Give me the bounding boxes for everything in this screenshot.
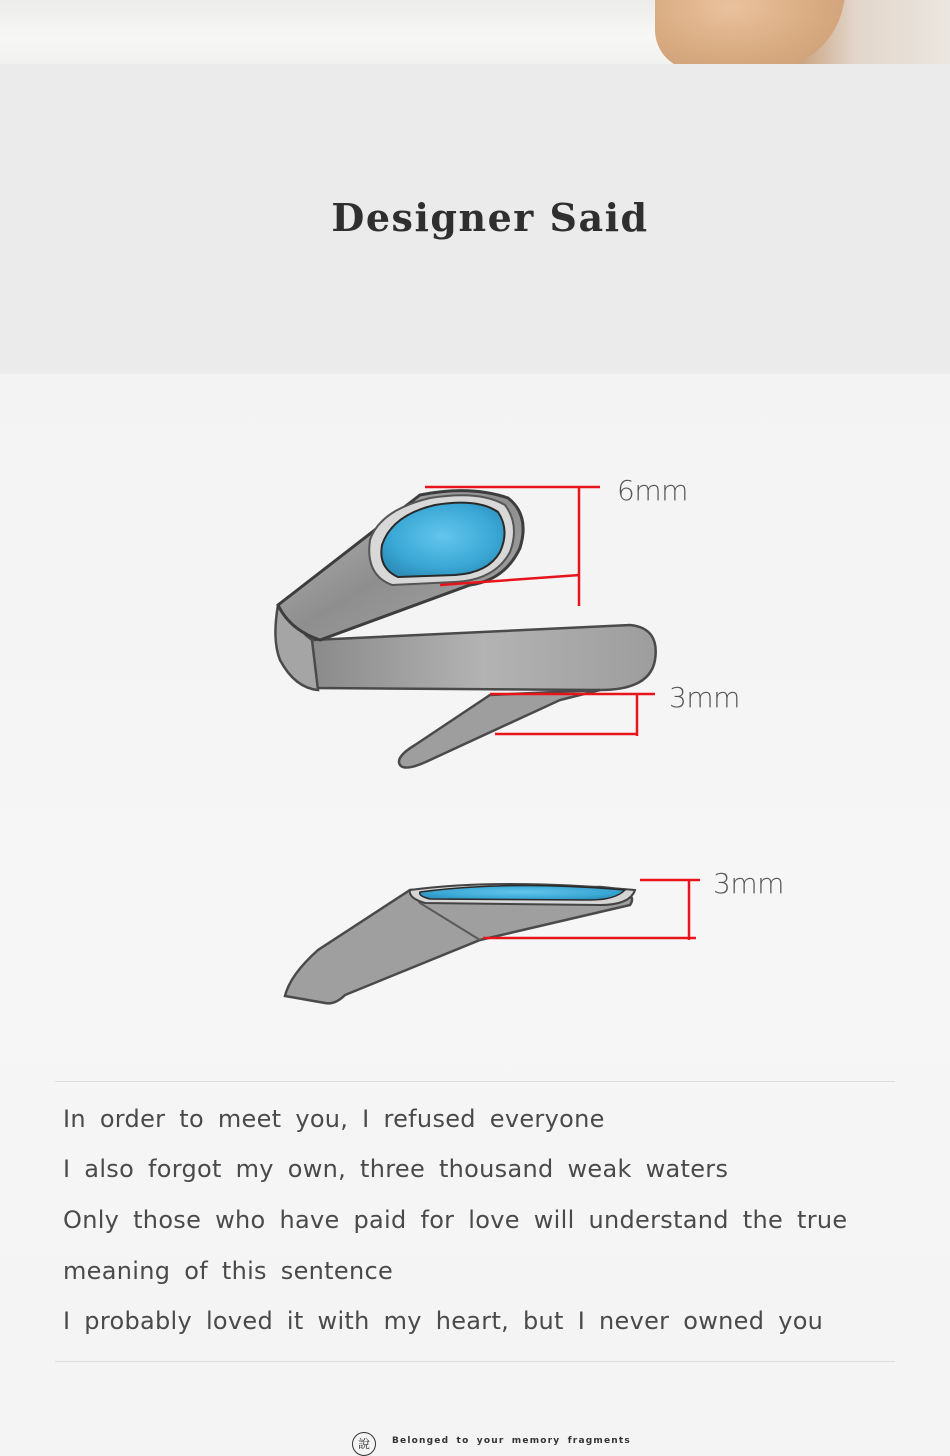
dimension-label-band-3mm: 3mm [669,681,740,714]
bottom-divider [55,1361,895,1362]
poem-line-1: In order to meet you, I refused everyone [63,1105,605,1133]
footer-tagline: Belonged to your memory fragments [392,1436,631,1446]
poem-line-2: I also forgot my own, three thousand weak waters [63,1155,729,1183]
white-shirt-area [0,0,690,64]
brand-seal-icon: 說 [352,1432,376,1456]
ring-side-view [285,884,635,1003]
model-photo-strip [0,0,950,64]
dimension-label-6mm: 6mm [617,474,688,507]
poem-line-4: meaning of this sentence [63,1257,394,1285]
top-divider [55,1081,895,1082]
ring-sketch [0,374,950,1074]
dimension-label-side-3mm: 3mm [713,867,784,900]
poem-line-3: Only those who have paid for love will understand the true [63,1206,848,1234]
ring-top-view [275,491,655,768]
poem-line-5: I probably loved it with my heart, but I never owned you [63,1307,824,1335]
model-arm [655,0,845,64]
section-title: Designer Said [331,195,649,240]
